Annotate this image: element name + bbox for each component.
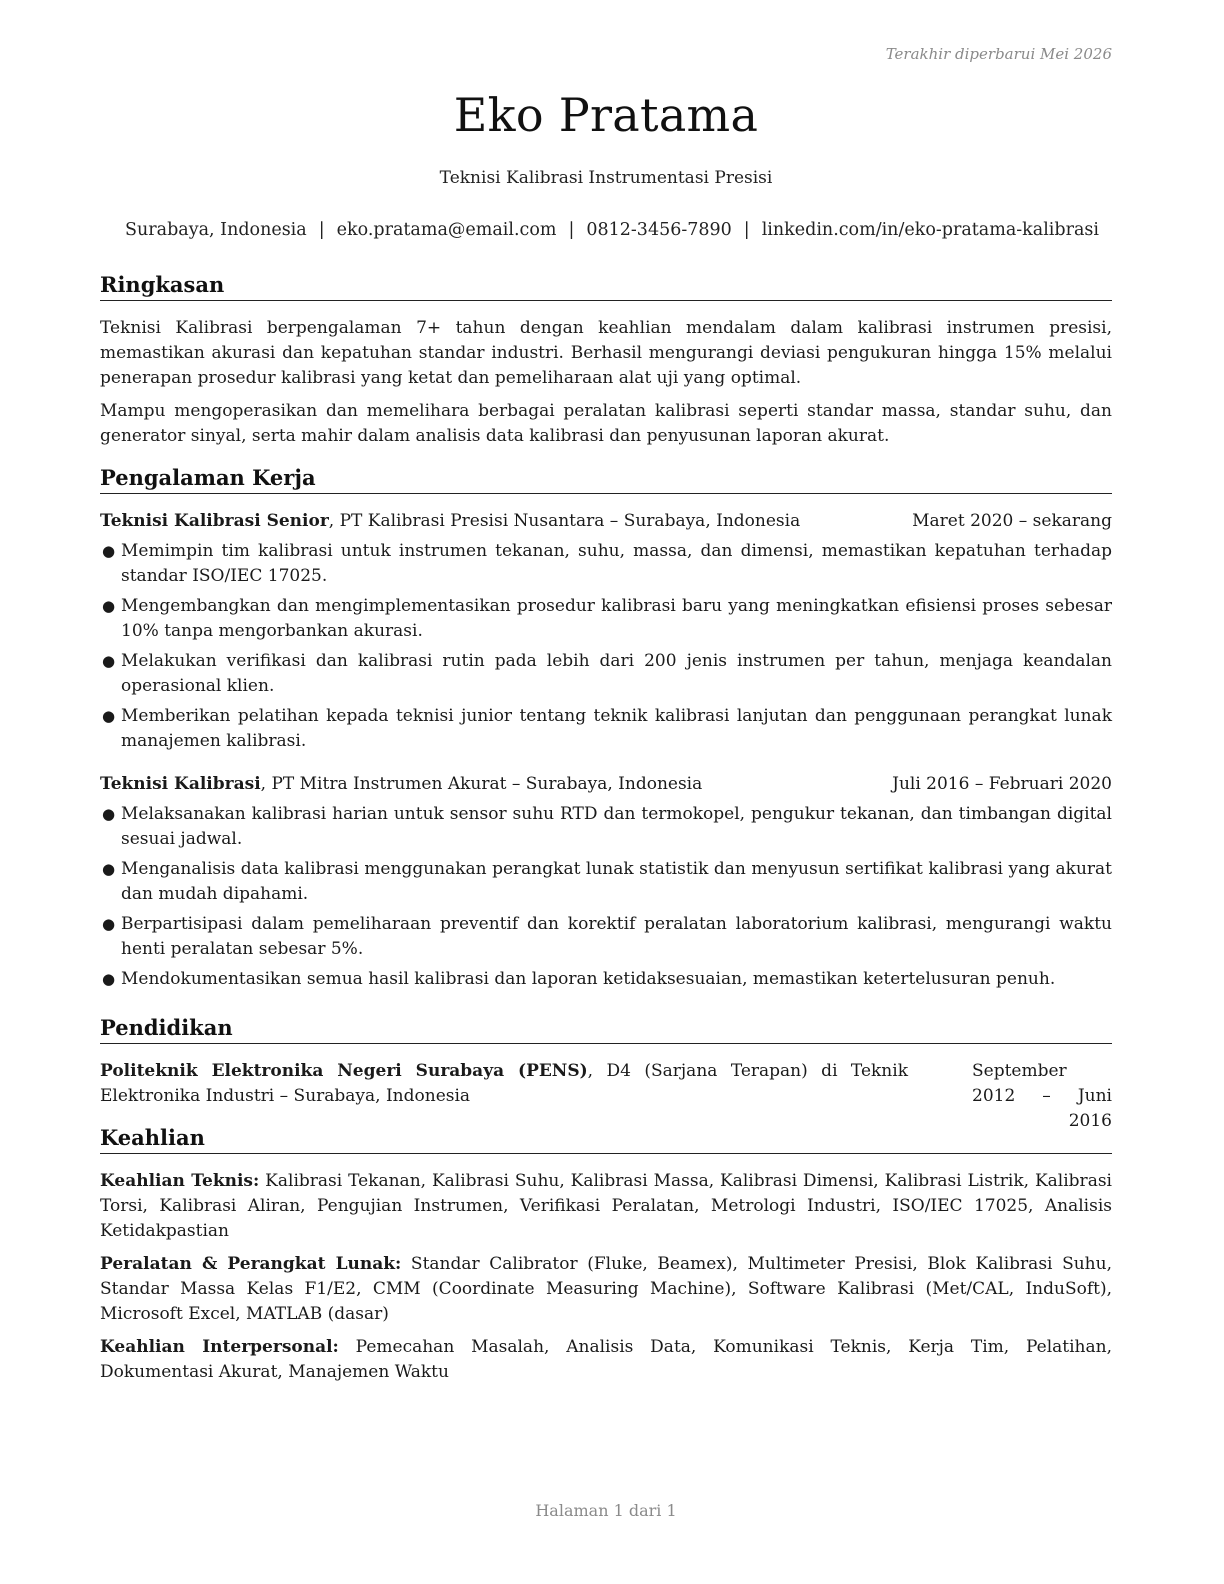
contact-separator: |: [743, 220, 750, 240]
skill-group-text: Standar Calibrator (Fluke, Beamex), Multimeter Presisi, Blok Kalibrasi Suhu, Standar Massa Kelas F1/E2, CMM (Coordinate Measuring Machine), Software Kalibrasi (Met/CAL, InduSoft), Microsoft Excel, MATLAB (dasar): [100, 1254, 1112, 1324]
list-item: [100, 594, 1112, 644]
job-header: [100, 509, 1112, 534]
job-entry: [100, 509, 1112, 754]
resume-page: [100, 0, 1112, 1584]
job-header: [100, 772, 1112, 797]
candidate-name: Eko Pratama: [453, 88, 759, 142]
experience-section: [100, 464, 1112, 992]
summary-paragraph: Mampu mengoperasikan dan memelihara berbagai peralatan kalibrasi seperti standar massa, standar suhu, dan generator sinyal, serta mahir dalam analisis data kalibrasi dan penyusunan laporan akurat.: [100, 401, 1112, 446]
contact-location: Surabaya, Indonesia: [125, 220, 307, 240]
summary-paragraph: Teknisi Kalibrasi berpengalaman 7+ tahun dengan keahlian mendalam dalam kalibrasi instrumen presisi, memastikan akurasi dan kepatuhan standar industri. Berhasil mengurangi deviasi pengukuran hingga 15% melalui penerapan prosedur kalibrasi yang ketat dan pemeliharaan alat uji yang optimal.: [100, 318, 1112, 388]
skills-section: [100, 1124, 1112, 1385]
list-item: [100, 857, 1112, 907]
education-dates: September 2012 – Juni 2016: [972, 1061, 1112, 1131]
job-title-line: [100, 772, 702, 797]
list-item: [100, 802, 1112, 852]
education-entry: [100, 1059, 1112, 1134]
section-title: Pendidikan: [100, 1014, 1112, 1044]
job-entry: [100, 772, 1112, 992]
skill-group-tools: [100, 1252, 1112, 1327]
job-bullets: [100, 802, 1112, 992]
contact-separator: |: [568, 220, 575, 240]
last-updated-note: Terakhir diperbarui Mei 2026: [885, 45, 1112, 63]
bullet-text: Mendokumentasikan semua hasil kalibrasi dan laporan ketidaksesuaian, memastikan ketertelusuran penuh.: [121, 969, 1056, 989]
bullet-text: Memberikan pelatihan kepada teknisi junior tentang teknik kalibrasi lanjutan dan penggunaan perangkat lunak manajemen kalibrasi.: [121, 706, 1112, 751]
job-position: Teknisi Kalibrasi Senior: [100, 511, 329, 531]
contact-phone[interactable]: 0812-3456-7890: [586, 220, 732, 240]
bullet-icon: ●: [102, 915, 116, 933]
skill-group-label: Keahlian Interpersonal:: [100, 1337, 339, 1357]
skill-group-text: Pemecahan Masalah, Analisis Data, Komunikasi Teknis, Kerja Tim, Pelatihan, Dokumentasi Akurat, Manajemen Waktu: [100, 1337, 1112, 1382]
education-institution: Politeknik Elektronika Negeri Surabaya (PENS): [100, 1061, 588, 1081]
section-title: Keahlian: [100, 1124, 1112, 1154]
bullet-text: Menganalisis data kalibrasi menggunakan perangkat lunak statistik dan menyusun sertifikat kalibrasi yang akurat dan mudah dipahami.: [121, 859, 1112, 904]
summary-section: [100, 271, 1112, 449]
job-title-line: [100, 509, 800, 534]
education-degree: , D4 (Sarjana Terapan) di Teknik Elektronika Industri – Surabaya, Indonesia: [100, 1061, 908, 1106]
education-section: [100, 1014, 1112, 1134]
contact-line: [0, 220, 1224, 240]
skill-group-label: Peralatan & Perangkat Lunak:: [100, 1254, 402, 1274]
bullet-text: Mengembangkan dan mengimplementasikan prosedur kalibrasi baru yang meningkatkan efisiensi proses sebesar 10% tanpa mengorbankan akurasi.: [121, 596, 1112, 641]
contact-email[interactable]: eko.pratama@email.com: [336, 220, 557, 240]
bullet-text: Berpartisipasi dalam pemeliharaan preventif dan korektif peralatan laboratorium kalibrasi, mengurangi waktu henti peralatan sebesar 5%.: [121, 914, 1112, 959]
bullet-icon: ●: [102, 860, 116, 878]
skill-group-technical: [100, 1169, 1112, 1244]
page-indicator: Halaman 1 dari 1: [535, 1501, 677, 1520]
section-title: Ringkasan: [100, 271, 1112, 301]
job-bullets: [100, 539, 1112, 754]
skill-group-text: Kalibrasi Tekanan, Kalibrasi Suhu, Kalibrasi Massa, Kalibrasi Dimensi, Kalibrasi Listrik, Kalibrasi Torsi, Kalibrasi Aliran, Pengujian Instrumen, Verifikasi Peralatan, Metrologi Industri, ISO/IEC 17025, Analisis Ketidakpastian: [100, 1171, 1112, 1241]
candidate-role: Teknisi Kalibrasi Instrumentasi Presisi: [439, 168, 773, 188]
bullet-text: Memimpin tim kalibrasi untuk instrumen tekanan, suhu, massa, dan dimensi, memastikan kepatuhan terhadap standar ISO/IEC 17025.: [121, 541, 1112, 586]
job-dates: Juli 2016 – Februari 2020: [892, 774, 1112, 794]
skill-group-interpersonal: [100, 1335, 1112, 1385]
contact-separator: |: [318, 220, 325, 240]
bullet-icon: ●: [102, 970, 116, 988]
list-item: [100, 539, 1112, 589]
education-details: [100, 1059, 908, 1134]
list-item: [100, 912, 1112, 962]
list-item: [100, 649, 1112, 699]
section-title: Pengalaman Kerja: [100, 464, 1112, 494]
bullet-icon: ●: [102, 597, 116, 615]
contact-linkedin[interactable]: linkedin.com/in/eko-pratama-kalibrasi: [761, 220, 1099, 240]
skill-group-label: Keahlian Teknis:: [100, 1171, 260, 1191]
job-company: , PT Kalibrasi Presisi Nusantara – Surabaya, Indonesia: [328, 511, 801, 531]
job-position: Teknisi Kalibrasi: [100, 774, 261, 794]
bullet-icon: ●: [102, 805, 116, 823]
bullet-icon: ●: [102, 707, 116, 725]
list-item: [100, 704, 1112, 754]
bullet-text: Melakukan verifikasi dan kalibrasi rutin pada lebih dari 200 jenis instrumen per tahun, menjaga keandalan operasional klien.: [121, 651, 1112, 696]
bullet-icon: ●: [102, 542, 116, 560]
job-dates: Maret 2020 – sekarang: [912, 511, 1112, 531]
list-item: [100, 967, 1112, 992]
job-company: , PT Mitra Instrumen Akurat – Surabaya, Indonesia: [260, 774, 703, 794]
bullet-icon: ●: [102, 652, 116, 670]
bullet-text: Melaksanakan kalibrasi harian untuk sensor suhu RTD dan termokopel, pengukur tekanan, dan timbangan digital sesuai jadwal.: [121, 804, 1112, 849]
